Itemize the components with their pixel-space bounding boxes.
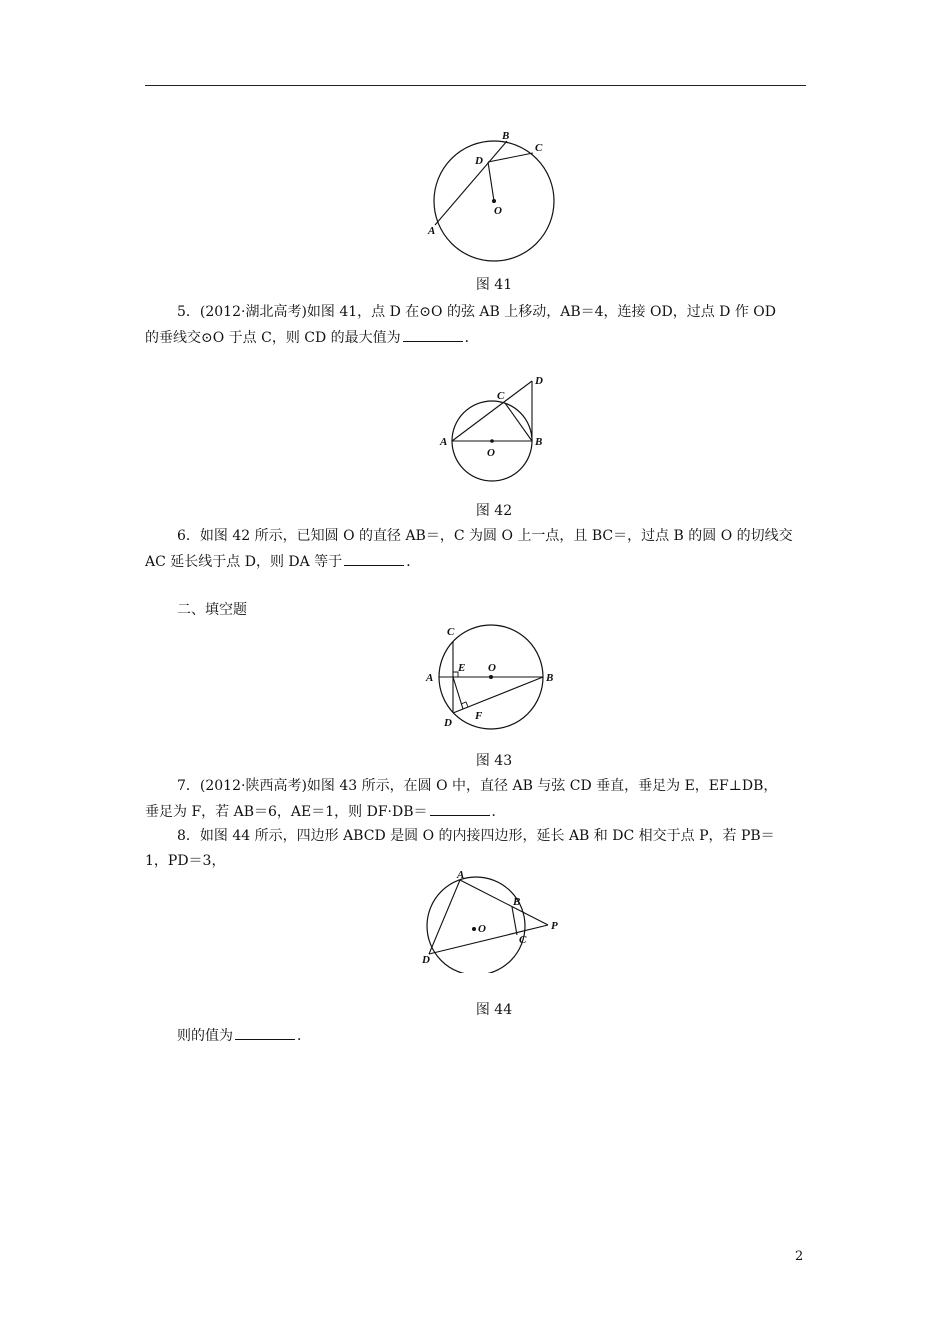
- label-o: O: [478, 923, 486, 935]
- label-a: A: [440, 436, 448, 448]
- problem-7-line1: 7．(2012·陕西高考)如图 43 所示，在圆 O 中，直径 AB 与弦 CD 垂直，垂足为 E，EF⊥DB，: [177, 778, 778, 794]
- caption-fig41: 图 41: [475, 277, 513, 293]
- label-b: B: [513, 896, 521, 908]
- answer-blank-8: [235, 1025, 295, 1040]
- problem-6-line1: 6．如图 42 所示，已知圆 O 的直径 AB＝，C 为圆 O 上一点，且 BC＝，过点 B 的圆 O 的切线交: [177, 528, 793, 544]
- caption-fig43: 图 43: [475, 753, 513, 769]
- problem-8-line1: 8．如图 44 所示，四边形 ABCD 是圆 O 的内接四边形，延长 AB 和 DC 相交于点 P，若 PB＝: [177, 828, 775, 844]
- problem-7-text: 垂足为 F，若 AB＝6，AE＝1，则 DF·DB＝: [145, 804, 428, 820]
- label-a: A: [426, 672, 434, 684]
- label-a: A: [428, 225, 436, 237]
- label-f: F: [475, 710, 483, 722]
- side-bc: [512, 907, 517, 935]
- center-point: [472, 927, 476, 931]
- figure-43: [420, 620, 565, 735]
- problem-6-text: AC 延长线于点 D，则 DA 等于: [145, 554, 343, 570]
- label-b: B: [546, 672, 554, 684]
- figure-41: [420, 120, 570, 270]
- label-c: C: [497, 390, 505, 402]
- label-o: O: [494, 205, 502, 217]
- center-point: [490, 439, 494, 443]
- problem-5-line1: 5．(2012·湖北高考)如图 41，点 D 在⊙O 的弦 AB 上移动，AB＝4，连接 OD，过点 D 作 OD: [177, 304, 776, 320]
- segment-ap: [460, 880, 548, 925]
- problem-8-end: ．: [297, 1028, 311, 1044]
- side-ad: [429, 880, 460, 954]
- label-c: C: [519, 934, 527, 946]
- problem-6-line2: [145, 551, 420, 572]
- label-b: B: [502, 130, 510, 142]
- segment-cb: [505, 403, 532, 441]
- segment-ad: [452, 381, 532, 441]
- label-d: D: [444, 717, 452, 729]
- segment-do: [488, 162, 494, 201]
- problem-8-text: 则的值为: [177, 1028, 233, 1044]
- segment-db: [453, 677, 543, 713]
- header-rule: [145, 85, 806, 86]
- problem-7-end: ．: [491, 804, 506, 820]
- problem-6-end: ．: [406, 554, 421, 570]
- label-a: A: [457, 869, 465, 881]
- label-c: C: [535, 142, 543, 154]
- problem-5-line2: [145, 327, 479, 348]
- answer-blank-7: [430, 801, 490, 816]
- label-b: B: [535, 436, 543, 448]
- caption-fig42: 图 42: [475, 503, 513, 519]
- figure-42: [435, 372, 555, 487]
- label-p: P: [551, 920, 558, 932]
- problem-5-end: ．: [464, 330, 479, 346]
- problem-5-text: 的垂线交⊙O 于点 C，则 CD 的最大值为: [145, 330, 401, 346]
- label-e: E: [458, 662, 466, 674]
- page-number: 2: [795, 1249, 804, 1264]
- label-d: D: [422, 954, 430, 966]
- answer-blank-5: [403, 327, 463, 342]
- problem-8-line2: 1，PD＝3，: [145, 853, 226, 869]
- label-o: O: [488, 662, 496, 674]
- label-d: D: [475, 155, 483, 167]
- figure-44: [415, 868, 565, 973]
- segment-dp: [429, 925, 548, 954]
- answer-blank-6: [344, 551, 404, 566]
- problem-8-line3: [177, 1025, 311, 1046]
- center-point: [489, 675, 493, 679]
- center-point: [492, 199, 496, 203]
- section-title: 二、填空题: [177, 602, 247, 618]
- problem-7-line2: [145, 801, 506, 822]
- caption-fig44: 图 44: [475, 1002, 513, 1018]
- label-d: D: [535, 375, 543, 387]
- label-c: C: [447, 626, 455, 638]
- segment-dc: [488, 153, 533, 162]
- label-o: O: [487, 447, 495, 459]
